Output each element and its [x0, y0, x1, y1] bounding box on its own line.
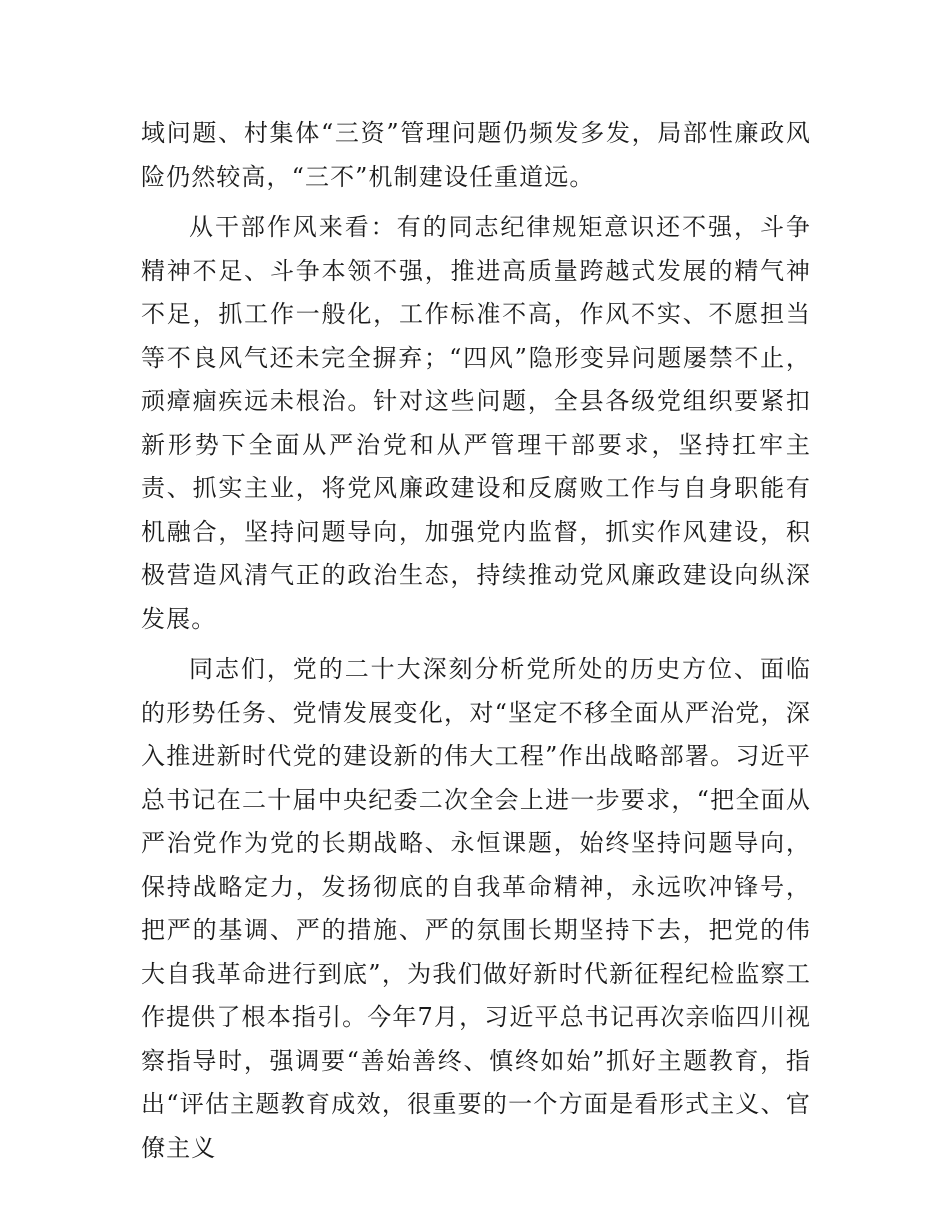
paragraph-cadre-style: 从干部作风来看：有的同志纪律规矩意识还不强，斗争精神不足、斗争本领不强，推进高质量跨越式发展的精气神不足，抓工作一般化，工作标准不高，作风不实、不愿担当等不良风气还未完全摒弃；“四风”隐形变异问题屡禁不止，顽瘴痼疾远未根治。针对这些问题，全县各级党组织要紧扣新形势下全面从严治党和从严管理干部要求，坚持扛牢主责、抓实主业，将党风廉政建设和反腐败工作与自身职能有机融合，坚持问题导向，加强党内监督，抓实作风建设，积极营造风清气正的政治生态，持续推动党风廉政建设向纵深发展。 — [141, 213, 811, 633]
paragraph-continuation: 域问题、村集体“三资”管理问题仍频发多发，局部性廉政风险仍然较高，“三不”机制建设任重道远。 — [141, 119, 811, 191]
paragraph-comrades: 同志们，党的二十大深刻分析党所处的历史方位、面临的形势任务、党情发展变化，对“坚定不移全面从严治党，深入推进新时代党的建设新的伟大工程”作出战略部署。习近平总书记在二十届中央纪委二次全会上进一步要求，“把全面从严治党作为党的长期战略、永恒课题，始终坚持问题导向，保持战略定力，发扬彻底的自我革命精神，永远吹冲锋号，把严的基调、严的措施、严的氛围长期坚持下去，把党的伟大自我革命进行到底”，为我们做好新时代新征程纪检监察工作提供了根本指引。今年7月，习近平总书记再次亲临四川视察指导时，强调要“善始善终、慎终如始”抓好主题教育，指出“评估主题教育成效，很重要的一个方面是看形式主义、官僚主义 — [141, 655, 811, 1162]
document-body — [141, 112, 811, 1177]
